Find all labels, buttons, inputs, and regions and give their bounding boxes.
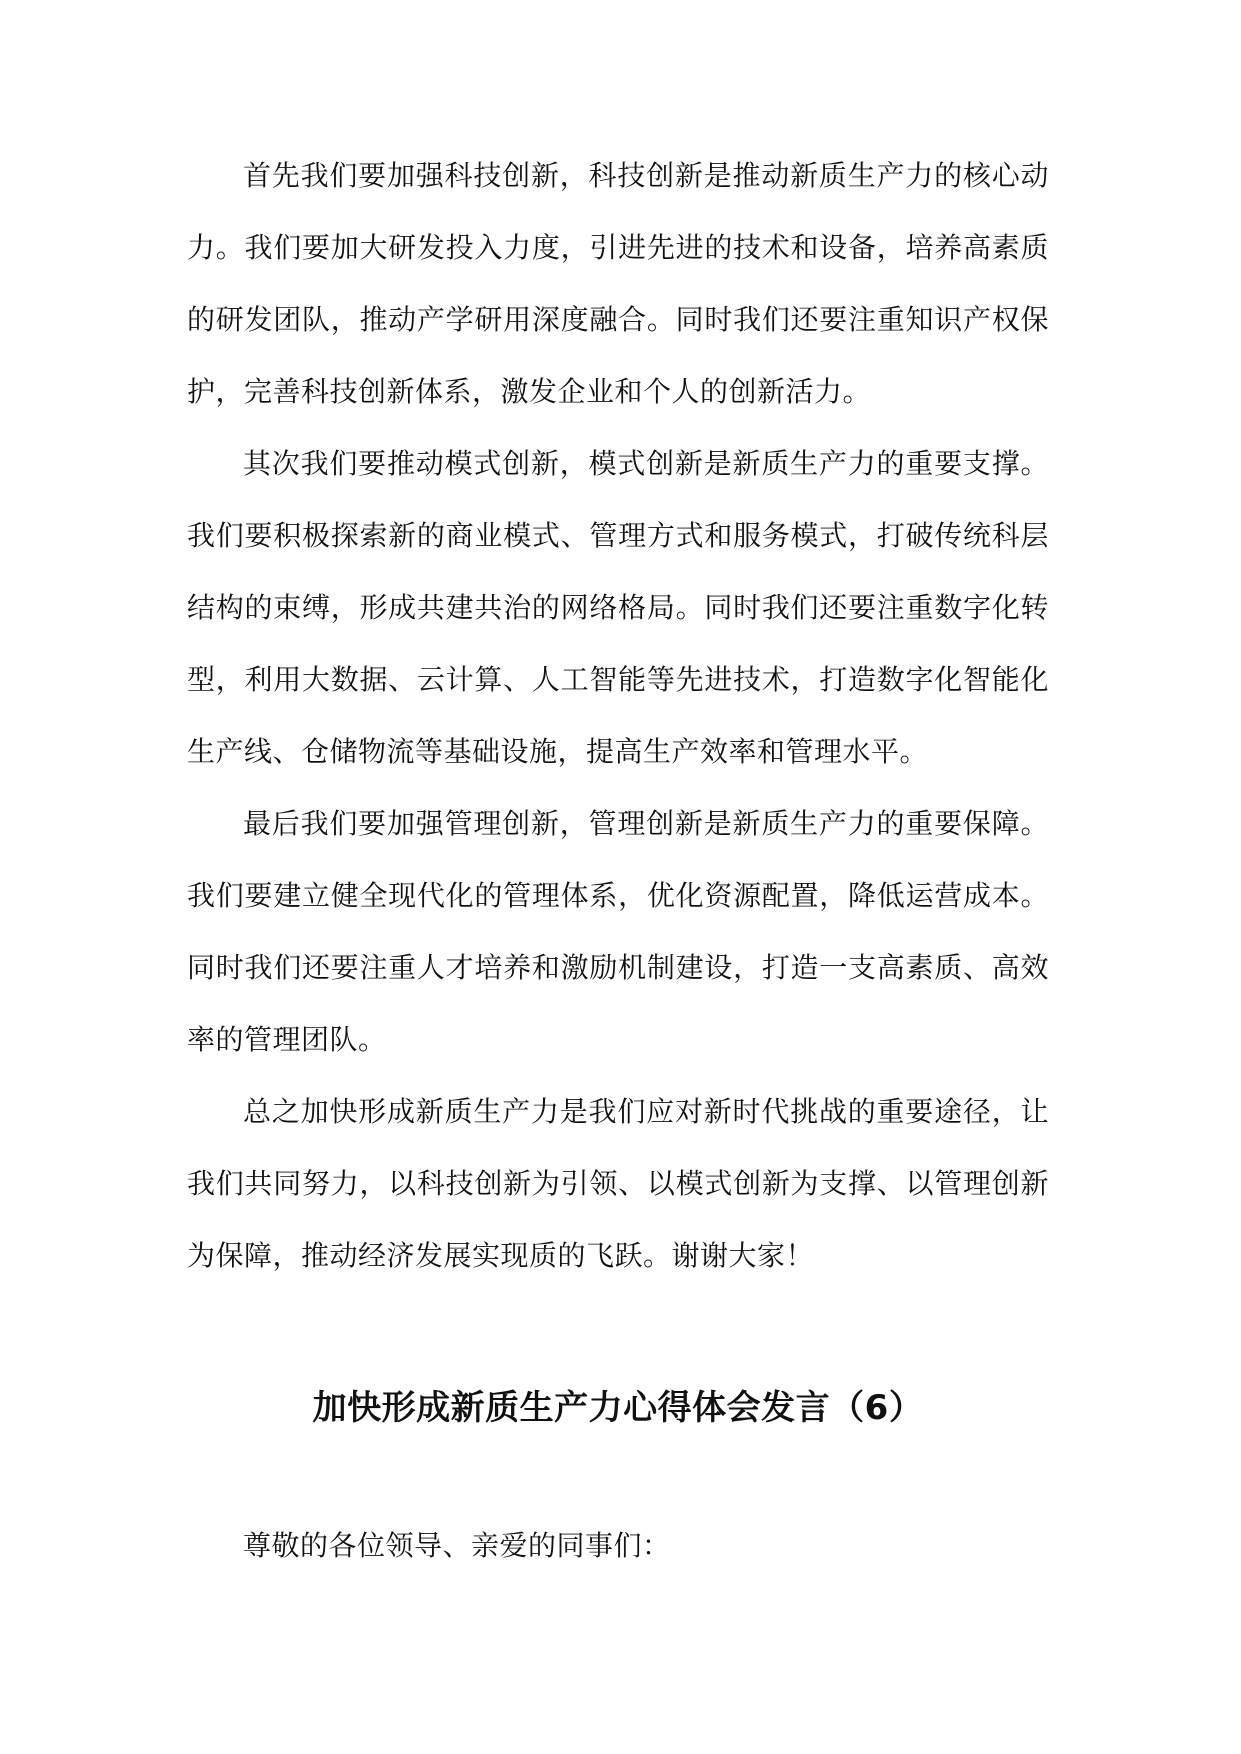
- paragraph-management-innovation: 最后我们要加强管理创新，管理创新是新质生产力的重要保障。我们要建立健全现代化的管理体系，优化资源配置，降低运营成本。同时我们还要注重人才培养和激励机制建设，打造一支高素质、高效率的管理团队。: [187, 807, 1049, 1056]
- paragraph-tech-innovation: 首先我们要加强科技创新，科技创新是推动新质生产力的核心动力。我们要加大研发投入力度，引进先进的技术和设备，培养高素质的研发团队，推动产学研用深度融合。同时我们还要注重知识产权保护，完善科技创新体系，激发企业和个人的创新活力。: [187, 159, 1049, 408]
- document-title: 加快形成新质生产力心得体会发言（6）: [312, 1388, 924, 1428]
- paragraph-conclusion: 总之加快形成新质生产力是我们应对新时代挑战的重要途径，让我们共同努力，以科技创新为引领、以模式创新为支撑、以管理创新为保障，推动经济发展实现质的飞跃。谢谢大家！: [187, 1095, 1049, 1272]
- paragraph-model-innovation: 其次我们要推动模式创新，模式创新是新质生产力的重要支撑。我们要积极探索新的商业模式、管理方式和服务模式，打破传统科层结构的束缚，形成共建共治的网络格局。同时我们还要注重数字化转型，利用大数据、云计算、人工智能等先进技术，打造数字化智能化生产线、仓储物流等基础设施，提高生产效率和管理水平。: [187, 447, 1049, 768]
- body-text: [187, 140, 1049, 1292]
- salutation: 尊敬的各位领导、亲爱的同事们：: [243, 1529, 671, 1562]
